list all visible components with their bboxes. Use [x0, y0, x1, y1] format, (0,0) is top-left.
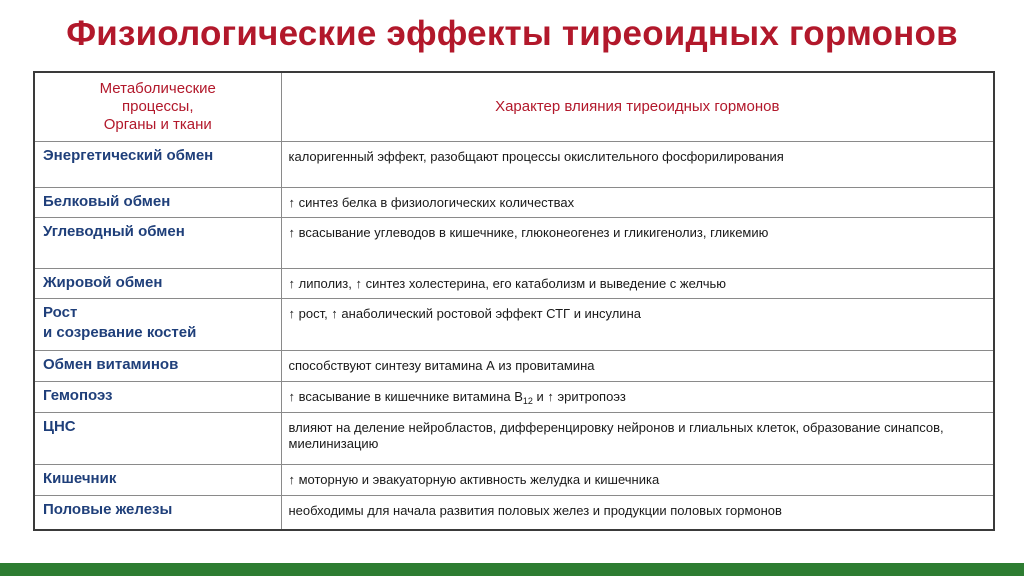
row-category: Половые железы [34, 495, 281, 530]
header-effect: Характер влияния тиреоидных гормонов [281, 72, 994, 141]
table-row [34, 381, 994, 412]
row-category: Гемопоэз [34, 381, 281, 412]
table-row [34, 298, 994, 350]
page-title: Физиологические эффекты тиреоидных гормонов [66, 14, 958, 53]
row-effect-text: ↑ всасывание в кишечнике витамина В [288, 388, 523, 404]
row-category: Обмен витаминов [34, 350, 281, 381]
table-row [34, 412, 994, 464]
row-effect: ↑ липолиз, ↑ синтез холестерина, его катаболизм и выведение с желчью [281, 268, 994, 298]
row-effect: ↑ рост, ↑ анаболический ростовой эффект СТГ и инсулина [281, 298, 994, 350]
table-row [34, 141, 994, 187]
row-effect: необходимы для начала развития половых желез и продукции половых гормонов [281, 495, 994, 530]
row-effect: ↑ моторную и эвакуаторную активность желудка и кишечника [281, 464, 994, 495]
row-effect: ↑ синтез белка в физиологических количествах [281, 187, 994, 217]
row-effect: калоригенный эффект, разобщают процессы окислительного фосфорилирования [281, 141, 994, 187]
row-category: Жировой обмен [34, 268, 281, 298]
row-effect [281, 381, 994, 412]
header-category [34, 72, 281, 141]
row-category [34, 298, 281, 350]
header-category-line: Метаболические [99, 79, 216, 97]
table-row [34, 350, 994, 381]
row-category-line: Рост [43, 303, 78, 321]
table-row [34, 495, 994, 530]
row-category-line: и созревание костей [43, 323, 197, 341]
header-category-line: Органы и ткани [103, 115, 212, 133]
row-category: Белковый обмен [34, 187, 281, 217]
table-row [34, 187, 994, 217]
row-effect: влияют на деление нейробластов, дифференцировку нейронов и глиальных клеток, образование синапсов, миелинизацию [281, 412, 994, 464]
row-effect-subscript: 12 [522, 395, 533, 406]
row-effect-text: и ↑ эритропоэз [532, 388, 626, 404]
header-category-line: процессы, [121, 97, 194, 115]
row-category: Энергетический обмен [34, 141, 281, 187]
row-category: Углеводный обмен [34, 217, 281, 268]
table-row [34, 217, 994, 268]
table-row [34, 464, 994, 495]
row-effect: способствуют синтезу витамина А из провитамина [281, 350, 994, 381]
row-category: ЦНС [34, 412, 281, 464]
bottom-accent-bar [0, 563, 1024, 576]
row-category: Кишечник [34, 464, 281, 495]
hormone-effects-table [33, 71, 995, 531]
table-header-row [34, 72, 994, 141]
row-effect: ↑ всасывание углеводов в кишечнике, глюконеогенез и гликигенолиз, гликемию [281, 217, 994, 268]
table-row [34, 268, 994, 298]
